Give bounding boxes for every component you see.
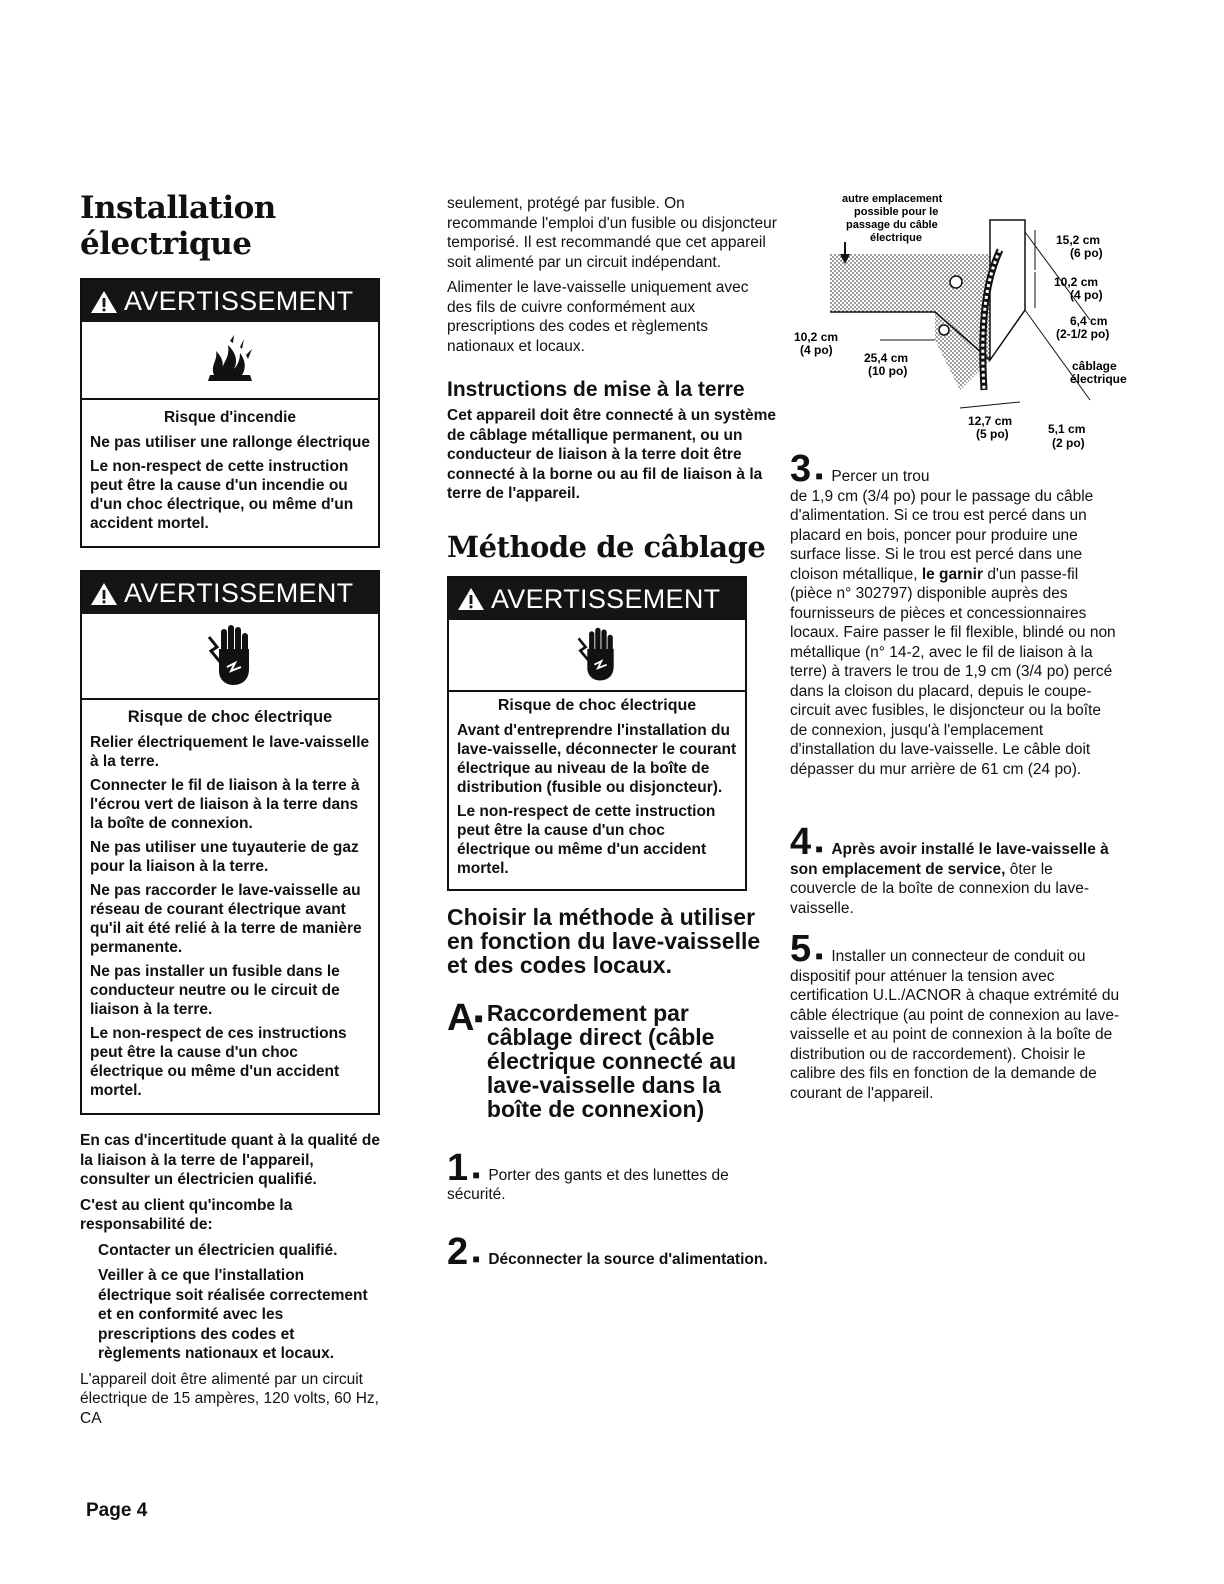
method-a: A■ Raccordement par câblage direct (câble électrique connecté au lave-vaisselle dans la boîte de connexion)	[447, 997, 777, 1121]
diagram-label-alternate-3: passage du câble	[846, 219, 938, 231]
fire-hazard-icon	[200, 335, 260, 385]
warning-line: Le non-respect de ces instructions peut être la cause d'un choc électrique ou même d'un accident mortel.	[90, 1025, 347, 1099]
paragraph-circuit: L'appareil doit être alimenté par un circuit électrique de 15 ampères, 120 volts, 60 Hz, CA	[80, 1370, 379, 1427]
warning-risk: Risque de choc électrique	[127, 708, 333, 726]
warning-box-fire	[80, 278, 380, 548]
warning-line: Ne pas raccorder le lave-vaisselle au réseau de courant électrique avant qu'il ait été relié à la terre de manière permanente.	[90, 882, 362, 956]
dimension-label: (5 po)	[976, 427, 1009, 441]
hole-marker	[950, 276, 962, 288]
dimension-label: (2-1/2 po)	[1056, 327, 1110, 341]
page-number: Page 4	[86, 1500, 148, 1521]
column-middle	[447, 190, 777, 1273]
electric-shock-hand-icon	[205, 623, 255, 689]
step-4: 4 ■ Après avoir installé le lave-vaisselle à son emplacement de service, ôter le couvercle de la boîte de connexion du lave-vaisselle.	[790, 821, 1109, 917]
warning-line: Le non-respect de cette instruction peut être la cause d'un incendie ou d'un choc électrique, ou même d'un accident mortel.	[90, 458, 354, 532]
step-1: 1 ■ Porter des gants et des lunettes de sécurité.	[447, 1146, 729, 1204]
grounding-text: Cet appareil doit être connecté à un système de câblage métallique permanent, ou un conducteur de liaison à la terre doit être connecté à la borne ou au fil de liaison à la terre de l'appareil.	[447, 407, 777, 502]
paragraph-uncertainty: En cas d'incertitude quant à la qualité de la liaison à la terre de l'appareil, consulter un électricien qualifié.	[80, 1132, 380, 1188]
dimension-label: 6,4 cm	[1070, 314, 1108, 328]
paragraph-fuse: seulement, protégé par fusible. On recommande l'emploi d'un fusible ou disjoncteur temporisé. Il est recommandé que cet appareil soit alimenté par un circuit indépendant.	[447, 195, 777, 271]
warning-triangle-icon	[90, 290, 118, 314]
dimension-label: (4 po)	[1070, 288, 1103, 302]
grounding-heading: Instructions de mise à la terre	[447, 378, 745, 401]
column-right	[790, 190, 1140, 1103]
diagram-label-alternate-4: électrique	[870, 232, 922, 244]
cabinet-diagram-svg	[790, 190, 1140, 455]
choose-method: Choisir la méthode à utiliser en fonction du lave-vaisselle et des codes locaux.	[447, 903, 761, 978]
warning-header: AVERTISSEMENT	[82, 572, 378, 614]
indent-item: Contacter un électricien qualifié.	[98, 1241, 338, 1259]
warning-line: Relier électriquement le lave-vaisselle à la terre.	[90, 734, 370, 770]
warning-line: Avant d'entreprendre l'installation du lave-vaisselle, déconnecter le courant électrique au niveau de la boîte de distribution (fusible ou disjoncteur).	[457, 721, 737, 796]
section-title-wiring: Méthode de câblage	[447, 529, 766, 564]
indent-item: Veiller à ce que l'installation électrique soit réalisée correctement et en conformité avec les prescriptions des codes et règlements nationaux et locaux.	[98, 1267, 368, 1362]
dimension-label: (4 po)	[800, 343, 833, 357]
dimension-label: 15,2 cm	[1056, 233, 1101, 247]
dimension-label: 12,7 cm	[968, 414, 1013, 428]
warning-box-shock	[80, 570, 380, 1115]
warning-line: Ne pas utiliser une tuyauterie de gaz pour la liaison à la terre.	[90, 839, 359, 875]
diagram-label-alternate-2: possible pour le	[854, 206, 939, 218]
method-a-text: Raccordement par câblage direct (câble électrique connecté au lave-vaisselle dans la boîte de connexion)	[486, 999, 737, 1122]
section-title-electrical: Installation électrique	[80, 190, 276, 262]
dimension-label: (10 po)	[868, 364, 908, 378]
dimension-label: 10,2 cm	[1054, 275, 1099, 289]
step-5: 5 ■ Installer un connecteur de conduit ou dispositif pour atténuer la tension avec certification U.L./ACNOR à chaque extrémité du câble électrique (au point de connexion au lave-vaisselle et au point de connexion à la boîte de distribution ou de raccordement). Choisir le calibre des fils en fonction de la demande de courant de l'appareil.	[790, 928, 1120, 1102]
step-2: 2 ■ Déconnecter la source d'alimentation.	[447, 1230, 768, 1273]
warning-header: AVERTISSEMENT	[449, 578, 745, 620]
bullet-square: ■	[474, 1009, 483, 1026]
paragraph-copper: Alimenter le lave-vaisselle uniquement avec des fils de cuivre conformément aux prescriptions des codes et règlements nationaux et locaux.	[447, 279, 749, 355]
warning-box-shock-2	[447, 576, 747, 891]
warning-risk: Risque d'incendie	[163, 409, 296, 426]
electric-shock-hand-icon	[575, 626, 619, 684]
dimension-label: 25,4 cm	[864, 351, 909, 365]
dimension-label: 5,1 cm	[1048, 422, 1086, 436]
cabinet-diagram	[790, 190, 1140, 450]
warning-triangle-icon	[457, 587, 485, 611]
cable-label: câblage	[1072, 359, 1117, 373]
warning-triangle-icon	[90, 582, 118, 606]
warning-line: Connecter le fil de liaison à la terre à l'écrou vert de liaison à la terre dans la boîte de connexion.	[90, 777, 360, 832]
dimension-label: (2 po)	[1052, 436, 1085, 450]
cable-label: électrique	[1070, 372, 1127, 386]
dimension-label: (6 po)	[1070, 246, 1103, 260]
warning-header: AVERTISSEMENT	[82, 280, 378, 322]
warning-line: Ne pas installer un fusible dans le conducteur neutre ou le circuit de liaison à la terre.	[90, 963, 340, 1018]
paragraph-responsibility: C'est au client qu'incombe la responsabilité de:	[80, 1196, 293, 1233]
diagram-label-alternate-1: autre emplacement	[842, 193, 943, 205]
dimension-label: 10,2 cm	[794, 330, 839, 344]
warning-risk: Risque de choc électrique	[497, 696, 697, 714]
step-3: 3 ■ Percer un trou de 1,9 cm (3/4 po) pour le passage du câble d'alimentation. Si ce trou est percé dans un placard en bois, poncer pour produire une surface lisse. Si le trou est percé dans une cloison métallique, le garnir d'un passe-fil (pièce n° 302797) disponible auprès des fournisseurs de pièces et concessionnaires locaux. Faire passer le fil flexible, blindé ou non métallique (n° 14-2, avec le fil de liaison à la terre) à travers le trou de 1,9 cm (3/4 po) percé dans la cloison du placard, depuis le coupe-circuit avec fusibles, le disjoncteur ou la boîte de connexion, jusqu'à l'emplacement d'installation du lave-vaisselle. Le câble doit dépasser du mur arrière de 61 cm (24 po).	[790, 448, 1116, 778]
column-left	[80, 190, 380, 1434]
hole-marker	[939, 325, 949, 335]
warning-line: Le non-respect de cette instruction peut être la cause d'un choc électrique ou même d'un accident mortel.	[457, 802, 716, 877]
warning-line: Ne pas utiliser une rallonge électrique	[90, 434, 370, 451]
